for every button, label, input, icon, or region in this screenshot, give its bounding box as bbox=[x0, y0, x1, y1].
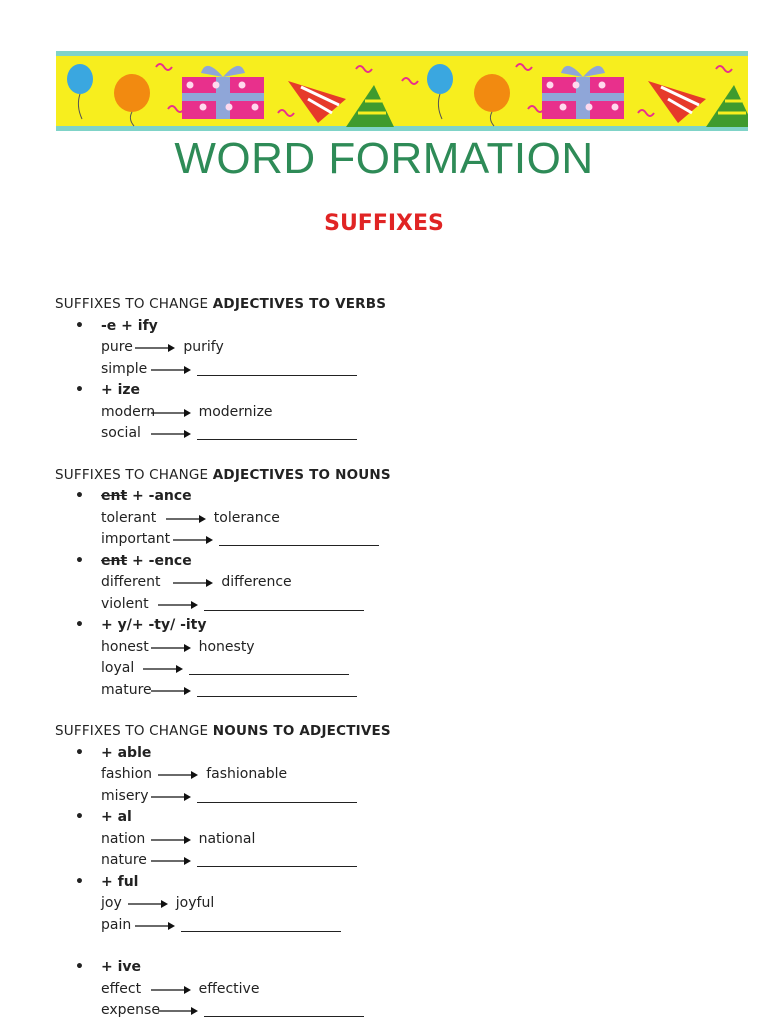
example-word: misery bbox=[101, 787, 149, 804]
example-answer: joyful bbox=[175, 895, 215, 911]
bullet-icon: • bbox=[75, 959, 84, 975]
example-word: tolerant bbox=[101, 509, 157, 526]
answer-blank[interactable] bbox=[197, 695, 357, 697]
suffix-rule bbox=[75, 379, 140, 401]
example-word: loyal bbox=[101, 660, 135, 676]
gift-dot bbox=[213, 82, 220, 89]
suffix-rule-text: + ive bbox=[101, 959, 142, 975]
arrow-icon bbox=[151, 430, 193, 438]
example-row bbox=[0, 571, 768, 593]
arrow-icon bbox=[158, 771, 200, 779]
example-word: violent bbox=[101, 595, 149, 612]
section-heading bbox=[55, 464, 391, 486]
suffix-rule bbox=[75, 315, 158, 337]
gift-dot bbox=[200, 104, 207, 111]
example-row bbox=[0, 828, 768, 850]
example-word: honest bbox=[101, 638, 149, 655]
gift-dot bbox=[239, 82, 246, 89]
example-answer: difference bbox=[221, 574, 292, 590]
arrow-icon bbox=[143, 665, 185, 673]
example-row bbox=[0, 336, 768, 358]
arrow-icon bbox=[135, 344, 177, 352]
arrow-icon bbox=[151, 793, 193, 801]
example-word: nation bbox=[101, 830, 146, 847]
bullet-icon: • bbox=[75, 382, 84, 398]
example-row bbox=[0, 636, 768, 658]
suffix-rule bbox=[75, 956, 141, 978]
example-word: social bbox=[101, 425, 141, 441]
suffix-rule-text: + ful bbox=[101, 873, 139, 890]
gift-dot bbox=[187, 82, 194, 89]
answer-blank[interactable] bbox=[219, 544, 379, 546]
bullet-icon: • bbox=[75, 744, 84, 761]
gift-dot bbox=[599, 82, 606, 89]
suffix-rule bbox=[75, 614, 207, 636]
party-banner bbox=[56, 51, 748, 131]
example-answer: modernize bbox=[198, 403, 273, 420]
bullet-icon: • bbox=[75, 873, 84, 890]
balloon-orange-icon bbox=[474, 74, 510, 112]
balloon-orange-icon bbox=[114, 74, 150, 112]
page-title: WORD FORMATION bbox=[174, 134, 594, 183]
suffix-rule-text: + al bbox=[101, 809, 132, 825]
gift-dot bbox=[547, 82, 554, 89]
arrow-icon bbox=[128, 900, 170, 908]
balloon-blue-icon bbox=[67, 64, 93, 94]
answer-blank[interactable] bbox=[189, 673, 349, 675]
example-word: nature bbox=[101, 852, 147, 868]
example-word: pain bbox=[101, 916, 132, 933]
example-answer: tolerance bbox=[213, 509, 280, 526]
answer-blank[interactable] bbox=[197, 438, 357, 440]
arrow-icon bbox=[151, 409, 193, 417]
example-row bbox=[0, 892, 768, 914]
arrow-icon bbox=[151, 644, 193, 652]
example-word: expense bbox=[101, 1002, 160, 1018]
suffix-rule bbox=[75, 550, 192, 572]
section-heading-bold: ADJECTIVES TO VERBS bbox=[212, 296, 387, 312]
answer-blank[interactable] bbox=[204, 1015, 364, 1017]
example-word: modern bbox=[101, 403, 156, 420]
suffix-rule bbox=[75, 485, 192, 507]
example-row bbox=[0, 763, 768, 785]
bullet-icon: • bbox=[75, 617, 84, 633]
gift-ribbon bbox=[182, 93, 264, 101]
suffix-rule bbox=[75, 871, 138, 893]
gift-dot bbox=[586, 104, 593, 111]
bullet-icon: • bbox=[75, 488, 84, 504]
arrow-icon bbox=[173, 536, 215, 544]
example-word: joy bbox=[101, 895, 122, 911]
arrow-icon bbox=[166, 515, 208, 523]
balloon-blue-icon bbox=[427, 64, 453, 94]
answer-blank[interactable] bbox=[197, 374, 357, 376]
arrow-icon bbox=[151, 986, 193, 994]
example-answer: fashionable bbox=[206, 766, 288, 782]
suffix-rule-text: + -ence bbox=[127, 552, 192, 569]
answer-blank[interactable] bbox=[197, 865, 357, 867]
section-heading-prefix: SUFFIXES TO CHANGE bbox=[55, 466, 213, 483]
example-row bbox=[0, 785, 768, 807]
example-row bbox=[0, 679, 768, 701]
example-row bbox=[0, 978, 768, 1000]
example-word: different bbox=[101, 574, 161, 590]
example-row bbox=[0, 401, 768, 423]
example-row bbox=[0, 593, 768, 615]
section-heading-bold: ADJECTIVES TO NOUNS bbox=[212, 466, 391, 483]
section-heading-bold: NOUNS TO ADJECTIVES bbox=[212, 723, 391, 739]
suffix-rule-text: + ize bbox=[101, 382, 141, 398]
section-heading bbox=[55, 293, 386, 315]
arrow-icon bbox=[158, 601, 200, 609]
answer-blank[interactable] bbox=[197, 801, 357, 803]
suffix-rule-text: + -ance bbox=[127, 488, 192, 504]
bullet-icon: • bbox=[75, 552, 84, 569]
example-word: fashion bbox=[101, 766, 153, 782]
suffix-rule-text: + y/+ -ty/ -ity bbox=[101, 617, 207, 633]
arrow-icon bbox=[151, 366, 193, 374]
gift-dot bbox=[226, 104, 233, 111]
suffix-rule-removed: ent bbox=[101, 552, 128, 569]
page-subtitle: SUFFIXES bbox=[324, 211, 444, 236]
example-word: effect bbox=[101, 980, 142, 997]
example-word: mature bbox=[101, 681, 152, 698]
answer-blank[interactable] bbox=[181, 930, 341, 932]
example-row bbox=[0, 507, 768, 529]
example-row bbox=[0, 849, 768, 871]
suffix-rule-removed: ent bbox=[101, 488, 128, 504]
example-answer: national bbox=[198, 830, 256, 847]
arrow-icon bbox=[151, 687, 193, 695]
arrow-icon bbox=[151, 836, 193, 844]
answer-blank[interactable] bbox=[204, 609, 364, 611]
example-word: pure bbox=[101, 339, 133, 355]
gift-dot bbox=[560, 104, 567, 111]
bullet-icon: • bbox=[75, 809, 84, 825]
example-row bbox=[0, 999, 768, 1021]
suffix-rule-text: + able bbox=[101, 744, 152, 761]
example-row bbox=[0, 422, 768, 444]
example-answer: purify bbox=[183, 339, 224, 355]
suffix-rule bbox=[75, 742, 151, 764]
banner-background bbox=[56, 56, 748, 126]
gift-ribbon bbox=[542, 93, 624, 101]
gift-dot bbox=[573, 82, 580, 89]
example-row bbox=[0, 914, 768, 936]
gift-dot bbox=[252, 104, 259, 111]
example-answer: honesty bbox=[198, 638, 255, 655]
arrow-icon bbox=[151, 857, 193, 865]
section-heading bbox=[55, 720, 391, 742]
arrow-icon bbox=[158, 1007, 200, 1015]
suffix-rule bbox=[75, 806, 132, 828]
example-answer: effective bbox=[198, 980, 260, 997]
example-word: important bbox=[101, 531, 171, 547]
suffix-rule-text: -e + ify bbox=[101, 317, 158, 334]
example-row bbox=[0, 528, 768, 550]
gift-dot bbox=[612, 104, 619, 111]
section-heading-prefix: SUFFIXES TO CHANGE bbox=[55, 296, 213, 312]
example-row bbox=[0, 657, 768, 679]
example-word: simple bbox=[101, 360, 148, 377]
example-row bbox=[0, 358, 768, 380]
arrow-icon bbox=[173, 579, 215, 587]
section-heading-prefix: SUFFIXES TO CHANGE bbox=[55, 723, 213, 739]
arrow-icon bbox=[135, 922, 177, 930]
bullet-icon: • bbox=[75, 317, 84, 334]
